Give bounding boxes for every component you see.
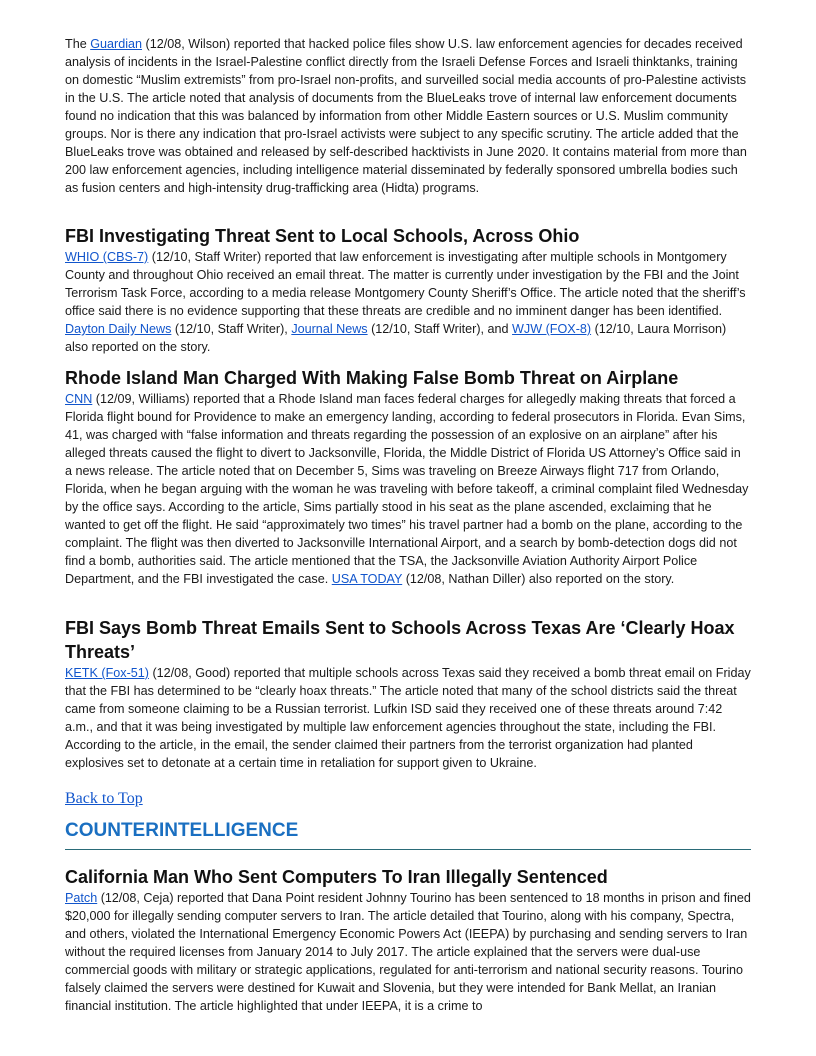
source-link-usa-today[interactable]: USA TODAY [331, 572, 403, 586]
section-title-counterintelligence: COUNTERINTELLIGENCE [65, 819, 751, 850]
article-paragraph-ohio-threat [65, 248, 751, 356]
text-run: (12/09, Williams) reported that a Rhode Island man faces federal charges for allegedly making threats that forced a Florida flight bound for Providence to make an emergency landing, according to federal prosecutors in Florida. Evan Sims, 41, was charged with “false information and threats regarding the possession of an explosive on an airplane” after his alleged threats caused the flight to divert to Jacksonville, Florida, the Middle District of Florida US Attorney’s Office said in a news release. The article noted that on December 5, Sims was traveling on Breeze Airways flight 717 from Orlando, Florida, when he began arguing with the woman he was traveling with before takeoff, a criminal complaint filed Wednesday by the office says. According to the article, Sims partially stood in his seat as the plane ascended, exclaiming that he wanted to get off the flight. He said “approximately two times” his travel partner had a bomb on the plane, according to the complaint. The flight was then diverted to Jacksonville International Airport, and a search by bomb-detection dogs did not find a bomb, authorities said. The article mentioned that the TSA, the Jacksonville Aviation Authority Airport Police Department, and the FBI investigated the case. [65, 392, 749, 586]
source-link-dayton-daily-news[interactable]: Dayton Daily News [65, 322, 172, 336]
article-heading-california-iran: California Man Who Sent Computers To Iran Illegally Sentenced [65, 867, 608, 887]
text-run: (12/10, Staff Writer), [171, 322, 292, 336]
article-heading-texas-hoax: FBI Says Bomb Threat Emails Sent to Schools Across Texas Are ‘Clearly Hoax Threats’ [65, 618, 735, 662]
article-paragraph-guardian [65, 35, 751, 217]
text-run: The [65, 37, 91, 51]
source-link-wjw[interactable]: WJW (FOX-8) [512, 322, 592, 336]
text-run: (12/10, Staff Writer) reported that law enforcement is investigating after multiple schools in Montgomery County and throughout Ohio received an email threat. The matter is currently under investigation by the FBI and the Joint Terrorism Task Force, according to a media release Montgomery County Sheriff’s Office. The article noted that the sheriff’s office said there is no evidence supporting that these threats are credible and no imminent danger has been identified. [65, 250, 746, 318]
source-link-ketk[interactable]: KETK (Fox-51) [65, 666, 149, 680]
newsletter-page [65, 35, 751, 1015]
back-to-top-link[interactable]: Back to Top [65, 790, 143, 807]
source-link-patch[interactable]: Patch [65, 891, 98, 905]
article-paragraph-california-iran [65, 889, 751, 1015]
article-heading-ohio-threat: FBI Investigating Threat Sent to Local Schools, Across Ohio [65, 226, 580, 246]
article-heading-rhode-island: Rhode Island Man Charged With Making False Bomb Threat on Airplane [65, 368, 679, 388]
article-paragraph-texas-hoax [65, 664, 751, 772]
text-run: (12/08, Good) reported that multiple schools across Texas said they received a bomb threat email on Friday that the FBI has determined to be “clearly hoax threats.” The article noted that many of the school districts said the threat came from someone claiming to be a Russian terrorist. Lufkin ISD said they received one of these threats around 7:42 a.m., and that it was being investigated by multiple law enforcement agencies throughout the state, including the FBI. According to the article, in the email, the sender claimed their partners from the terrorist organization had planted explosives set to detonate at a certain time in retaliation for support given to Ukraine. [65, 666, 751, 770]
text-run: (12/08, Ceja) reported that Dana Point resident Johnny Tourino has been sentenced to 18 months in prison and fined $20,000 for illegally sending computer servers to Iran. The article detailed that Tourino, along with his company, Spectra, and others, violated the International Emergency Economic Powers Act (IEEPA) by purchasing and sending servers to Iran without the required licenses from January 2014 to July 2017. The article explained that the servers were dual-use commercial goods with military or strategic applications, regulated for anti-terrorism and national security reasons. Tourino falsely claimed the servers were destined for Kuwait and Slovenia, but they were intended for Bank Mellat, an Iranian financial institution. The article highlighted that under IEEPA, it is a crime to [65, 891, 751, 1013]
source-link-journal-news[interactable]: Journal News [291, 322, 368, 336]
source-link-guardian[interactable]: Guardian [90, 37, 143, 51]
text-run: (12/08, Wilson) reported that hacked police files show U.S. law enforcement agencies for decades received analysis of incidents in the Israel-Palestine conflict directly from the Israeli Defense Forces and Israeli thinktanks, training on domestic “Muslim extremists” from pro-Israel non-profits, and surveilled social media accounts of pro-Palestine activists in the U.S. The article noted that analysis of documents from the BlueLeaks trove of internal law enforcement documents found no indication that this was balanced by information from other Middle Eastern sources or U.S. Muslim community groups. Nor is there any indication that pro-Israel activists were subject to any specific scrutiny. The article added that the BlueLeaks trove was obtained and released by self-described hacktivists in June 2020. It contains material from more than 200 law enforcement agencies, including intelligence material disseminated by federally sponsored umbrella bodies such as fusion centers and high-intensity drug-trafficking area (Hidta) programs. [65, 37, 747, 195]
source-link-cnn[interactable]: CNN [65, 392, 93, 406]
article-paragraph-rhode-island [65, 390, 751, 606]
source-link-whio[interactable]: WHIO (CBS-7) [65, 250, 149, 264]
text-run: (12/08, Nathan Diller) also reported on the story. [402, 572, 675, 586]
text-run: (12/10, Staff Writer), and [367, 322, 513, 336]
text-run: (12/10, Laura Morrison) also reported on the story. [65, 322, 727, 354]
